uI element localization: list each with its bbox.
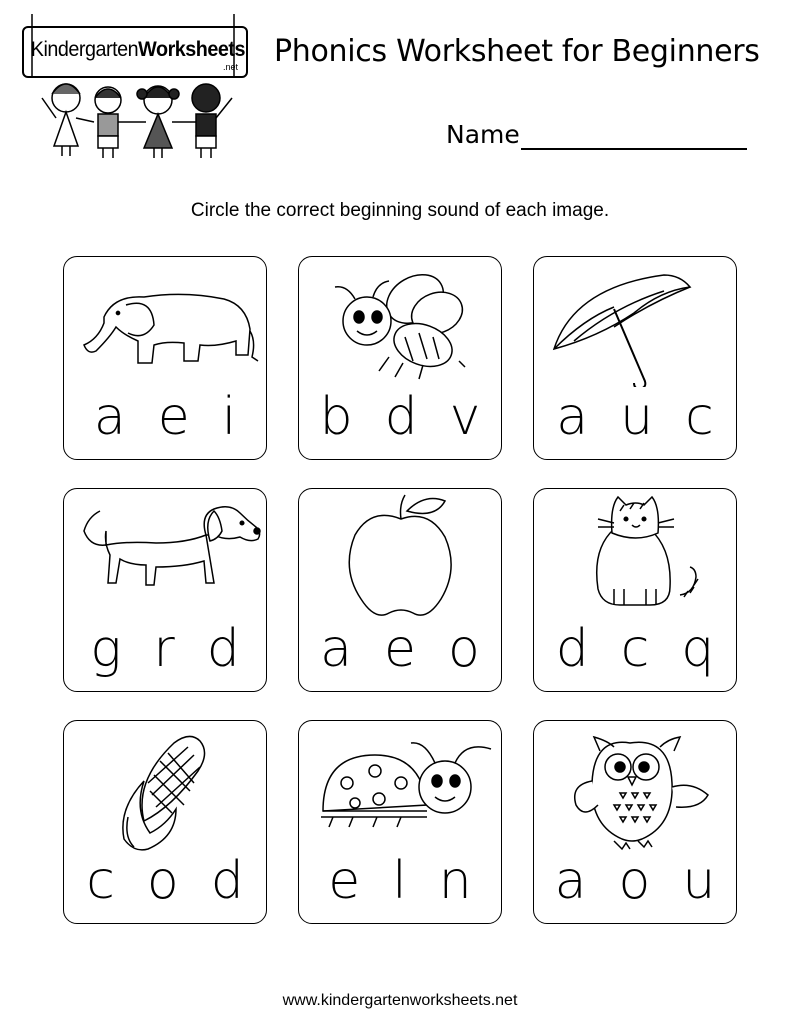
letter-choice[interactable]: u: [682, 851, 716, 911]
letter-choice[interactable]: o: [618, 851, 651, 911]
name-line[interactable]: [521, 148, 747, 150]
dog-icon: [64, 489, 268, 619]
letter-choice[interactable]: a: [320, 619, 353, 679]
letter-choice[interactable]: o: [146, 851, 179, 911]
bee-icon: [299, 257, 503, 387]
card-owl: [533, 720, 737, 924]
letter-choices: [299, 851, 501, 911]
letter-choice[interactable]: l: [392, 851, 407, 911]
letter-choice[interactable]: r: [153, 619, 175, 679]
letter-choice[interactable]: d: [206, 619, 240, 679]
card-dog: [63, 488, 267, 692]
apple-icon: [299, 489, 503, 619]
logo-text-worksheets: Worksheets: [138, 38, 246, 61]
cat-icon: [534, 489, 738, 619]
letter-choice[interactable]: n: [438, 851, 472, 911]
letter-choice[interactable]: q: [681, 619, 715, 679]
letter-choices: [534, 851, 736, 911]
card-ladybug: [298, 720, 502, 924]
letter-choice[interactable]: d: [210, 851, 244, 911]
letter-choice[interactable]: e: [328, 851, 361, 911]
card-bee: [298, 256, 502, 460]
letter-choice[interactable]: d: [384, 387, 418, 447]
card-corn: [63, 720, 267, 924]
letter-choice[interactable]: b: [319, 387, 353, 447]
letter-choice[interactable]: u: [620, 387, 654, 447]
letter-choices: [64, 387, 266, 447]
card-umbrella: [533, 256, 737, 460]
card-elephant: [63, 256, 267, 460]
letter-choices: [64, 619, 266, 679]
card-cat: [533, 488, 737, 692]
name-label: Name: [446, 120, 520, 149]
letter-choice[interactable]: e: [157, 387, 190, 447]
logo-text-kindergarten: Kindergarten: [30, 38, 139, 61]
elephant-icon: [64, 257, 268, 387]
letter-choice[interactable]: g: [90, 619, 122, 679]
card-apple: [298, 488, 502, 692]
site-logo: [18, 14, 250, 159]
letter-choices: [299, 619, 501, 679]
ladybug-icon: [299, 721, 503, 851]
kids-illustration-icon: [18, 14, 250, 159]
logo-text-net: .net: [222, 62, 238, 72]
letter-choice[interactable]: a: [556, 387, 589, 447]
umbrella-icon: [534, 257, 738, 387]
letter-choice[interactable]: d: [555, 619, 589, 679]
letter-choices: [534, 619, 736, 679]
letter-choice[interactable]: a: [554, 851, 587, 911]
letter-choice[interactable]: e: [384, 619, 417, 679]
letter-choice[interactable]: c: [620, 619, 650, 679]
letter-choice[interactable]: c: [86, 851, 115, 911]
letter-choices: [64, 851, 266, 911]
letter-choice[interactable]: c: [685, 387, 714, 447]
page-title: Phonics Worksheet for Beginners: [274, 34, 760, 69]
letter-choice[interactable]: v: [449, 387, 481, 447]
footer-url[interactable]: www.kindergartenworksheets.net: [282, 992, 518, 1009]
instructions: Circle the correct beginning sound of each image.: [190, 200, 610, 221]
letter-choice[interactable]: i: [221, 387, 237, 447]
letter-choice[interactable]: o: [448, 619, 480, 679]
owl-icon: [534, 721, 738, 851]
corn-icon: [64, 721, 268, 851]
letter-choices: [534, 387, 736, 447]
letter-choice[interactable]: a: [93, 387, 126, 447]
letter-choices: [299, 387, 501, 447]
